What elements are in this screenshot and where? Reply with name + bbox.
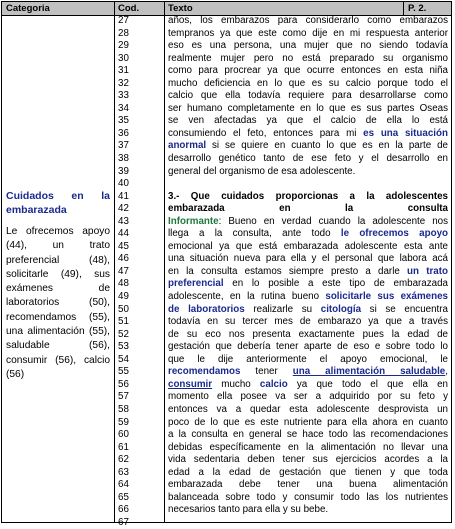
text-segment: : Bueno en verdad cuando la adolescente nos bbox=[218, 215, 448, 227]
text-line bbox=[168, 203, 448, 216]
text-line bbox=[168, 366, 448, 379]
text-segment: eso es una persona, una mujer que no siendo todavía bbox=[168, 40, 448, 52]
text-segment: , bbox=[445, 366, 448, 378]
text-line bbox=[168, 153, 448, 166]
line-code: 29 bbox=[118, 40, 129, 52]
line-code: 65 bbox=[118, 491, 129, 503]
text-segment: embarazada en la consulta bbox=[168, 203, 448, 215]
line-code: 62 bbox=[118, 454, 129, 466]
text-segment: gestación que debería tener aparte de eso e sobre todo lo bbox=[168, 341, 448, 353]
text-line bbox=[168, 417, 448, 430]
line-code: 66 bbox=[118, 504, 129, 516]
text-line bbox=[168, 341, 448, 354]
line-code: 58 bbox=[118, 403, 129, 415]
column-divider bbox=[164, 2, 165, 522]
line-code: 60 bbox=[118, 429, 129, 441]
line-code: 37 bbox=[118, 140, 129, 152]
text-line bbox=[168, 429, 448, 442]
text-segment: consumiendo el feto, entonces para mi bbox=[168, 127, 364, 139]
text-segment: de su eco nos presenta exactamente pues la edad de bbox=[168, 328, 448, 340]
text-segment: en la consulta estamos siempre presto a darle bbox=[168, 265, 408, 277]
text-line bbox=[168, 65, 448, 78]
line-code: 36 bbox=[118, 127, 129, 139]
line-code: 28 bbox=[118, 27, 129, 39]
text-segment: un trato bbox=[407, 265, 448, 277]
text-segment: calcio que ella todavía requiere para desarrollarse como bbox=[168, 90, 448, 102]
text-segment: si se encuentra bbox=[361, 303, 448, 315]
text-segment: realizarle su bbox=[244, 303, 321, 315]
text-segment: consumir bbox=[168, 378, 213, 390]
line-code: 49 bbox=[118, 291, 129, 303]
text-segment: a la consulta en general se hace todo las recomendaciones bbox=[168, 429, 448, 441]
text-segment: le ofrecemos apoyo bbox=[340, 228, 448, 240]
line-code: 43 bbox=[118, 215, 129, 227]
text-segment: tempranos ya que este como dije en mi respuesta anterior bbox=[168, 27, 448, 39]
line-code: 34 bbox=[118, 102, 129, 114]
line-code: 32 bbox=[118, 77, 129, 89]
text-line bbox=[168, 379, 448, 392]
text-segment: momento ella posee va ser a adquirido por su feto y bbox=[168, 391, 448, 403]
text-segment: mucho bbox=[212, 378, 260, 390]
line-code: 61 bbox=[118, 441, 129, 453]
text-line bbox=[168, 128, 448, 141]
text-segment: adolescente, en la rutina bueno bbox=[168, 291, 326, 303]
line-code: 30 bbox=[118, 52, 129, 64]
text-segment: emocional ya que está embarazada adolescente esta ante bbox=[168, 240, 448, 252]
text-line bbox=[168, 266, 448, 279]
text-line bbox=[168, 103, 448, 116]
text-line bbox=[168, 278, 448, 291]
text-line bbox=[168, 216, 448, 229]
text-line bbox=[168, 354, 448, 367]
line-code: 35 bbox=[118, 115, 129, 127]
text-segment: llega a la consulta, ante todo bbox=[168, 228, 341, 240]
text-segment: ya que todo el que ella en bbox=[287, 378, 448, 390]
text-segment: se ven afectadas ya que el calcio de ella lo está bbox=[168, 115, 448, 127]
line-code: 57 bbox=[118, 391, 129, 403]
text-segment: edad a la edad de gestación que tienen y que toda bbox=[168, 466, 448, 478]
transcript-table bbox=[1, 1, 452, 528]
text-line bbox=[168, 442, 448, 455]
line-code: 55 bbox=[118, 366, 129, 378]
header-categoria: Categoria bbox=[6, 3, 50, 14]
text-segment: 3.- Que cuidados proporcionas a la adolescentes bbox=[168, 190, 448, 202]
line-code: 33 bbox=[118, 90, 129, 102]
text-segment: calcio bbox=[259, 378, 288, 390]
text-line bbox=[168, 28, 448, 41]
text-line bbox=[168, 492, 448, 505]
text-segment: embarazada debe tener una buena alimentación bbox=[168, 479, 448, 491]
table-header bbox=[2, 2, 451, 16]
category-title: Cuidados en la embarazada bbox=[6, 190, 110, 216]
line-code: 42 bbox=[118, 203, 129, 215]
text-segment: años, los embarazos para considerarlo como embarazos bbox=[168, 15, 448, 26]
text-segment: en lo posible a este tipo de embarazada bbox=[223, 278, 448, 290]
text-line bbox=[168, 467, 448, 480]
text-line bbox=[168, 191, 448, 204]
text-line bbox=[168, 316, 448, 329]
text-line bbox=[168, 454, 448, 467]
text-line bbox=[168, 304, 448, 317]
text-line bbox=[168, 15, 448, 28]
text-line bbox=[168, 53, 448, 66]
text-line bbox=[168, 78, 448, 91]
text-line bbox=[168, 166, 448, 179]
line-code: 45 bbox=[118, 240, 129, 252]
line-code: 41 bbox=[118, 190, 129, 202]
text-segment: todavía en su tercer mes de embarazo ya que a través bbox=[168, 316, 448, 328]
line-code: 44 bbox=[118, 228, 129, 240]
text-line bbox=[168, 178, 448, 191]
line-code: 38 bbox=[118, 153, 129, 165]
text-line bbox=[168, 140, 448, 153]
header-cod: Cod. bbox=[118, 3, 140, 14]
text-line bbox=[168, 90, 448, 103]
line-code: 63 bbox=[118, 466, 129, 478]
header-page: P. 2. bbox=[408, 3, 427, 14]
line-code: 56 bbox=[118, 378, 129, 390]
text-segment: mucho deficiencia en lo que es su calcio porque todo el bbox=[168, 77, 448, 89]
text-segment: general del organismo de esa adolescente. bbox=[168, 165, 356, 177]
text-segment: preferencial bbox=[168, 278, 224, 290]
line-code: 52 bbox=[118, 328, 129, 340]
line-code: 39 bbox=[118, 165, 129, 177]
text-line bbox=[168, 241, 448, 254]
text-segment: una alimentación saludable bbox=[292, 366, 446, 378]
line-code: 59 bbox=[118, 416, 129, 428]
line-code: 48 bbox=[118, 278, 129, 290]
line-code: 54 bbox=[118, 353, 129, 365]
text-column bbox=[168, 15, 448, 529]
text-line bbox=[168, 228, 448, 241]
text-segment: realmente mujer pero no está preparado su organismo bbox=[168, 52, 448, 64]
text-segment: ser humano completamente en lo que es sus partes Oseas bbox=[168, 102, 448, 114]
text-segment: poco de lo que es este nutriente para ella ahora en cuanto bbox=[168, 416, 448, 428]
line-code: 46 bbox=[118, 253, 129, 265]
text-segment: es una situación bbox=[363, 127, 448, 139]
line-code: 67 bbox=[118, 516, 129, 528]
text-segment: si se quiere en cuanto lo que es en la parte de bbox=[206, 140, 448, 152]
text-line bbox=[168, 329, 448, 342]
text-segment: una situación nueva para ella y el personal que labora acá bbox=[168, 253, 448, 265]
text-segment: que le dije anteriormente el apoyo emocional, le bbox=[168, 353, 448, 365]
header-divider bbox=[403, 2, 404, 15]
text-segment: debidas específicamente en la alimentación no llevar una bbox=[168, 441, 448, 453]
category-body: Le ofrecemos apoyo (44), un trato preferencial (48), solicitarle (49), sus exámenes de laboratorios (50), recomendamos (55), una alimentación (55), saludable (56), consumir (56), calcio (56) bbox=[6, 226, 110, 380]
line-code: 31 bbox=[118, 65, 129, 77]
line-code: 40 bbox=[118, 178, 129, 190]
text-segment: Informante bbox=[168, 215, 219, 227]
line-code: 47 bbox=[118, 265, 129, 277]
text-segment: anormal bbox=[168, 140, 207, 152]
text-segment: vida sedentaria deben tener sus ejercicios acordes a la bbox=[168, 454, 448, 466]
text-segment: balanceada sobre todo y consumir todo las los nutrientes bbox=[168, 491, 448, 503]
header-texto: Texto bbox=[168, 3, 193, 14]
text-segment: tener bbox=[240, 366, 293, 378]
column-divider bbox=[114, 2, 115, 522]
text-segment: recomendamos bbox=[168, 366, 241, 378]
text-segment: entonces va a quedar esta adolescente desprovista un bbox=[168, 403, 448, 415]
text-line bbox=[168, 115, 448, 128]
line-code: 27 bbox=[118, 15, 129, 26]
text-line bbox=[168, 40, 448, 53]
text-segment: como para procrear ya que ocurre entonces en esta niña bbox=[168, 65, 448, 77]
text-segment: solicitarle sus exámenes bbox=[325, 291, 448, 303]
text-line bbox=[168, 404, 448, 417]
line-code: 53 bbox=[118, 341, 129, 353]
text-segment: citología bbox=[320, 303, 362, 315]
text-line bbox=[168, 253, 448, 266]
text-line bbox=[168, 291, 448, 304]
line-code: 64 bbox=[118, 479, 129, 491]
text-segment: desarrollo genético tanto de ese feto y el desarrollo en bbox=[168, 153, 448, 165]
text-segment: de laboratorios bbox=[168, 303, 245, 315]
line-code: 50 bbox=[118, 303, 129, 315]
text-line bbox=[168, 517, 448, 529]
line-code: 51 bbox=[118, 316, 129, 328]
text-line bbox=[168, 504, 448, 517]
text-line bbox=[168, 479, 448, 492]
text-segment: necesarios tanto para ella y su bebe. bbox=[168, 504, 329, 516]
text-line bbox=[168, 391, 448, 404]
code-column bbox=[118, 15, 158, 529]
